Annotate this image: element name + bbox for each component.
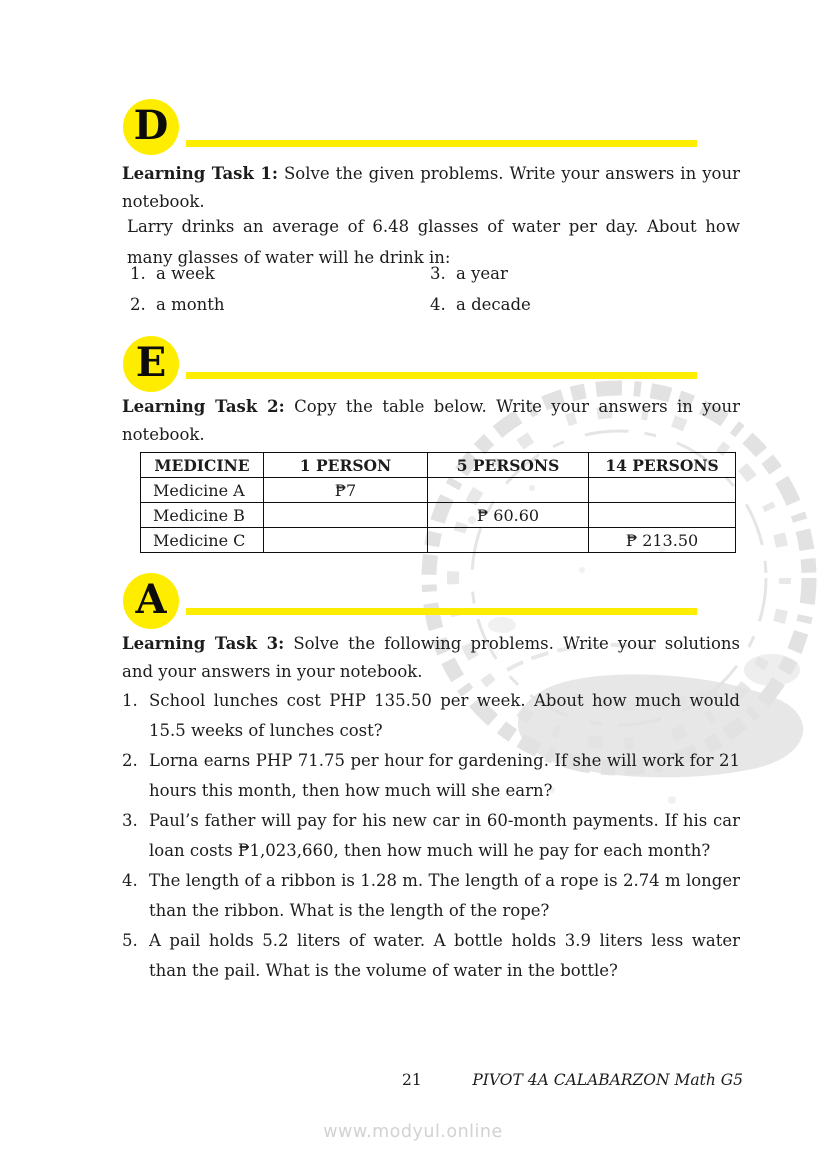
footer-book-title: PIVOT 4A CALABARZON Math G5	[472, 1071, 743, 1089]
problem-text: A pail holds 5.2 liters of water. A bottle holds 3.9 liters less water than the pail. What is the volume of water in the bottle?	[149, 931, 740, 980]
list-item	[130, 264, 430, 283]
learning-task-3-text: Solve the following problems. Write your solutions and your answers in your notebook.	[122, 634, 740, 681]
learning-task-2-label: Learning Task 2:	[122, 397, 285, 416]
problem-number: 3.	[122, 811, 138, 830]
table-cell-medicine: Medicine B	[141, 503, 264, 528]
problem-number: 2.	[122, 751, 138, 770]
table-row	[141, 478, 736, 503]
section-divider-line	[186, 608, 697, 615]
table-header-cell: 1 PERSON	[264, 453, 428, 478]
problem-item	[122, 866, 740, 926]
table-cell-price: ₱ 60.60	[428, 503, 589, 528]
answer-items-list	[130, 264, 740, 314]
word-problems-list	[122, 686, 740, 986]
table-row	[141, 503, 736, 528]
table-cell-price	[589, 503, 736, 528]
item-number: 1.	[130, 264, 146, 283]
table-cell-price	[428, 528, 589, 553]
problem-text: Lorna earns PHP 71.75 per hour for gardening. If she will work for 21 hours this month, then how much will she earn?	[149, 751, 740, 800]
page-number: 21	[402, 1071, 422, 1089]
table-cell-price	[264, 503, 428, 528]
item-text: a week	[156, 264, 215, 283]
problem-item	[122, 806, 740, 866]
table-cell-price	[264, 528, 428, 553]
list-item	[130, 295, 430, 314]
table-cell-price	[589, 478, 736, 503]
learning-task-3-label: Learning Task 3:	[122, 634, 285, 653]
item-text: a decade	[456, 295, 531, 314]
section-letter: D	[133, 102, 169, 149]
table-cell-price: ₱ 213.50	[589, 528, 736, 553]
learning-task-2-heading	[122, 393, 740, 449]
section-letter: A	[135, 576, 167, 623]
list-item	[430, 295, 740, 314]
table-header-row	[141, 453, 736, 478]
item-text: a month	[156, 295, 225, 314]
learning-task-1-heading	[122, 160, 740, 216]
problem-intro: Larry drinks an average of 6.48 glasses of water per day. About how many glasses of water will he drink in:	[127, 217, 740, 267]
medicine-price-table	[140, 452, 736, 553]
section-marker-d	[123, 99, 179, 155]
section-divider-line	[186, 140, 697, 147]
problem-item	[122, 686, 740, 746]
learning-task-1-label: Learning Task 1:	[122, 164, 278, 183]
problem-item	[122, 926, 740, 986]
table-header-cell: 5 PERSONS	[428, 453, 589, 478]
list-item	[430, 264, 740, 283]
item-number: 4.	[430, 295, 446, 314]
site-watermark: www.modyul.online	[323, 1122, 503, 1142]
section-divider-line	[186, 372, 697, 379]
learning-task-2-text: Copy the table below. Write your answers in your notebook.	[122, 397, 740, 444]
table-row	[141, 528, 736, 553]
problem-number: 5.	[122, 931, 138, 950]
table-header-cell: 14 PERSONS	[589, 453, 736, 478]
problem-text: Paul’s father will pay for his new car in 60-month payments. If his car loan costs ₱1,023,660, then how much will he pay for each month?	[149, 811, 740, 860]
table-header-cell: MEDICINE	[141, 453, 264, 478]
table-cell-medicine: Medicine A	[141, 478, 264, 503]
problem-text: The length of a ribbon is 1.28 m. The length of a rope is 2.74 m longer than the ribbon. What is the length of the rope?	[149, 871, 740, 920]
item-text: a year	[456, 264, 508, 283]
section-letter: E	[135, 339, 167, 386]
table-cell-price: ₱7	[264, 478, 428, 503]
problem-number: 1.	[122, 691, 138, 710]
section-marker-a	[123, 573, 179, 629]
table-cell-price	[428, 478, 589, 503]
section-marker-e	[123, 336, 179, 392]
item-number: 2.	[130, 295, 146, 314]
learning-task-1-text: Solve the given problems. Write your answers in your notebook.	[122, 164, 740, 211]
problem-text: School lunches cost PHP 135.50 per week. About how much would 15.5 weeks of lunches cost?	[149, 691, 740, 740]
problem-item	[122, 746, 740, 806]
table-cell-medicine: Medicine C	[141, 528, 264, 553]
problem-number: 4.	[122, 871, 138, 890]
item-number: 3.	[430, 264, 446, 283]
learning-task-3-heading	[122, 630, 740, 686]
